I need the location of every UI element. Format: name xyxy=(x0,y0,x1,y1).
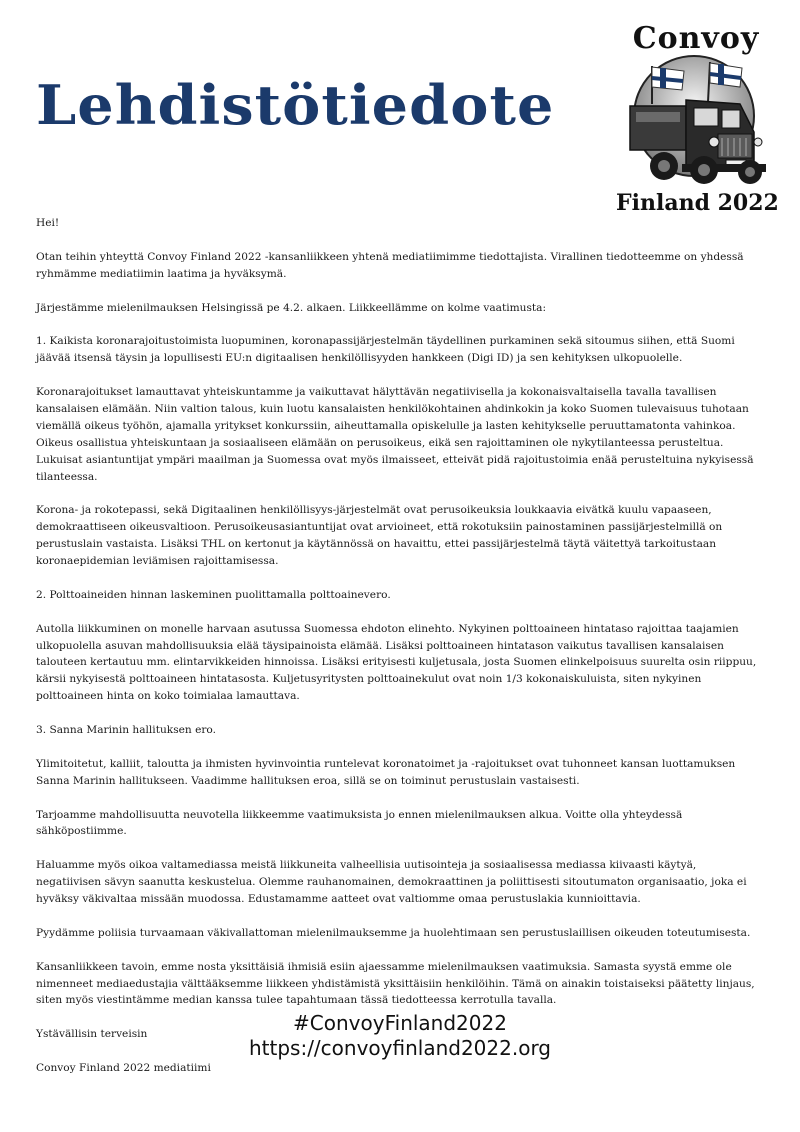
paragraph-individuals: Kansanliikkeen tavoin, emme nosta yksittäisiä ihmisiä esiin ajaessamme mielenilmauksen vaatimuksia. Samasta syystä emme ole nimenneet mediaedustajia välttääksemme liikkeen yhdistämistä yksittäisiin henkilöihin. Tämä on ainakin toistaiseksi päätetty linjaus, siten myös viestintämme median kanssa tulee tapahtumaan tässä tiedotteessa kerrotulla tavalla. xyxy=(36,960,755,1007)
demand-1: 1. Kaikista koronarajoitustoimista luopuminen, koronapassijärjestelmän täydellinen purkaminen sekä sitoumus siihen, että Suomi jäävää itsensä täysin ja lopullisesti EU:n digitaalisen henkilöllisyyden hankkeen (Digi ID) ja sen kehityksen ulkopuolelle. xyxy=(36,335,735,365)
paragraph-passports: Korona- ja rokotepassi, sekä Digitaalinen henkilöllisyys-järjestelmät ovat perusoikeuksia loukkaavia eivätkä kuulu vapaaseen, demokraattiseen oikeusvaltioon. Perusoikeusasiantuntijat ovat arvioineet, että rokotuksiin painostaminen passijärjestelmillä on perustuslain vastaista. Lisäksi THL on kertonut ja käytännössä on havaittu, ettei passijärjestelmä täytä väitettyä tarkoitustaan koronaepidemian leviämisen rajoittamisessa. xyxy=(36,504,723,568)
convoy-finland-logo xyxy=(616,14,779,220)
logo-top-text: Convoy xyxy=(632,21,760,56)
closing: Ystävällisin terveisin xyxy=(36,1028,148,1041)
letter-body xyxy=(36,215,764,1094)
demand-2: 2. Polttoaineiden hinnan laskeminen puolittamalla polttoainevero. xyxy=(36,588,391,601)
truck-with-finnish-flags-icon xyxy=(622,54,772,194)
logo-bottom-text: Finland 2022 xyxy=(616,190,779,216)
paragraph-intro: Otan teihin yhteyttä Convoy Finland 2022 -kansanliikkeen yhtenä mediatiimimme tiedottajista. Virallinen tiedotteemme on yhdessä ryhmämme mediatiimin laatima ja hyväksymä. xyxy=(36,250,744,280)
paragraph-government: Ylimitoitetut, kalliit, taloutta ja ihmisten hyvinvointia runtelevat koronatoimet ja -rajoitukset ovat tuhonneet kansan luottamuksen Sanna Marinin hallitukseen. Vaadimme hallituksen eroa, sillä se on toiminut perustuslain vastaisesti. xyxy=(36,757,736,787)
website-link[interactable]: https://convoyfinland2022.org xyxy=(248,1036,552,1060)
hashtag: #ConvoyFinland2022 xyxy=(293,1011,507,1035)
page-title: Lehdistötiedote xyxy=(36,73,555,137)
demand-3: 3. Sanna Marinin hallituksen ero. xyxy=(36,724,216,737)
paragraph-media: Haluamme myös oikoa valtamediassa meistä liikkuneita valheellisia uutisointeja ja sosiaalisessa mediassa kiivaasti käytyä, negatiivisen sävyn saanutta keskustelua. Olemme rauhanomainen, demokraattinen ja poliittisesti sitoutumaton organisaatio, joka ei hyväksy väkivaltaa missään muodossa. Edustamamme aatteet ovat valtiomme omaa perustuslakia kunnioittavia. xyxy=(36,859,747,906)
greeting: Hei! xyxy=(36,217,60,229)
paragraph-restrictions: Koronarajoitukset lamauttavat yhteiskuntamme ja vaikuttavat hälyttävän negatiivisella ja kokonaisvaltaisella tavalla tavallisen kansalaisen elämään. Niin valtion talous, kuin luotu kansalaisten henkilökohtainen ahdinkokin ja koko Suomen tulevaisuus tuhotaan viemällä oikeus työhön, ajamalla yritykset konkurssiin, aiheuttamalla opiskelulle ja lasten kehitykselle peruuttamatonta vahinkoa. Oikeus osallistua yhteiskuntaan ja sosiaaliseen elämään on perusoikeus, eikä sen rajoittaminen ole nykytilanteessa perusteltua. Lukuisat asiantuntijat ympäri maailman ja Suomessa ovat myös ilmaisseet, etteivät pidä rajoitustoimia enää perusteltuina nykyisessä tilanteessa. xyxy=(36,386,754,483)
paragraph-event: Järjestämme mielenilmauksen Helsingissä pe 4.2. alkaen. Liikkeellämme on kolme vaatimusta: xyxy=(36,301,547,314)
footer xyxy=(0,1011,800,1061)
paragraph-police: Pyydämme poliisia turvaamaan väkivallattoman mielenilmauksemme ja huolehtimaan sen perustuslaillisen oikeuden toteutumisesta. xyxy=(36,926,751,939)
paragraph-negotiation: Tarjoamme mahdollisuutta neuvotella liikkeemme vaatimuksista jo ennen mielenilmauksen alkua. Voitte olla yhteydessä sähköpostiimme. xyxy=(36,808,683,838)
signature: Convoy Finland 2022 mediatiimi xyxy=(36,1062,211,1075)
paragraph-fuel: Autolla liikkuminen on monelle harvaan asutussa Suomessa ehdoton elinehto. Nykyinen polttoaineen hintataso rajoittaa taajamien ulkopuolella asuvan mahdollisuuksia elää täysipainoista elämää. Lisäksi polttoaineen hintatason vaikutus tavallisen kansalaisen talouteen kertautuu mm. elintarvikkeiden hinnoissa. Lisäksi erityisesti kuljetusala, josta Suomen elinkelpoisuus suurelta osin riippuu, kärsii nykyisestä polttoaineen hintatasosta. Kuljetusyritysten polttoainekulut ovat noin 1/3 kokonaiskuluista, siten nykyinen polttoaineen hinta on koko toimialaa lamauttava. xyxy=(36,622,757,703)
